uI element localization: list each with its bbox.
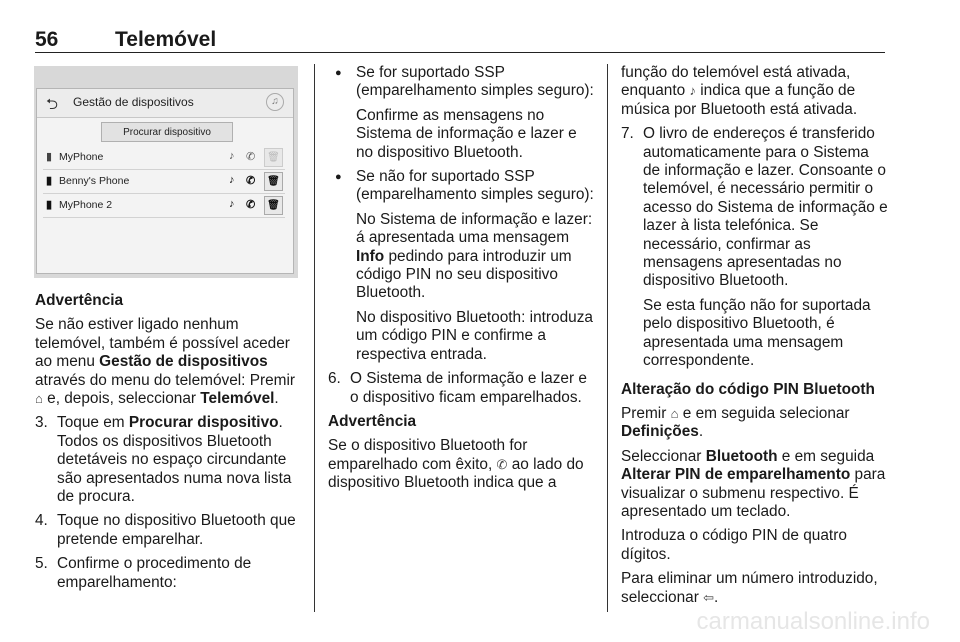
device-name: MyPhone 2	[59, 199, 113, 211]
watermark: carmanualsonline.info	[696, 608, 930, 635]
column-2	[328, 64, 596, 499]
device-name: Benny's Phone	[59, 175, 130, 187]
bullet-list	[328, 64, 596, 101]
bluetooth-music-icon: ♪	[229, 198, 235, 210]
column-1	[35, 292, 303, 598]
delete-icon[interactable]: 🗑	[264, 196, 283, 215]
phone-device-icon: ▮	[46, 151, 53, 163]
device-row[interactable]	[43, 195, 285, 218]
screen-header	[37, 89, 293, 118]
music-note-icon: ♪	[689, 83, 696, 99]
phone-icon: ✆	[246, 175, 256, 187]
note-title: Advertência	[328, 412, 417, 430]
list-item: 3. Toque em Procurar dispositivo. Todos os dispositivos Bluetooth detetáveis no espaço circundante são apresentados numa nova lista de procura.	[35, 414, 292, 506]
steps-list	[621, 125, 889, 291]
screen-title: Gestão de dispositivos	[73, 95, 194, 109]
paragraph: Seleccionar Bluetooth e em seguida Alterar PIN de emparelhamento para visualizar o submenu respectivo. É apresentado um teclado.	[621, 447, 886, 520]
page-number: 56	[35, 28, 59, 51]
sub-text: No Sistema de informação e lazer: á apresentada uma mensagem Info pedindo para introduzir um código PIN no seu dispositivo Bluetooth.	[356, 210, 593, 302]
continued-text: função do telemóvel está ativada, enquanto ♪ indica que a função de música por Bluetooth está ativada.	[621, 64, 858, 118]
note-title: Advertência	[35, 292, 124, 309]
backspace-icon: ⇦	[703, 589, 715, 605]
list-item: ● Se for suportado SSP (emparelhamento simples seguro):	[328, 64, 596, 101]
list-item: ● Se não for suportado SSP (emparelhamento simples seguro):	[328, 168, 596, 205]
phone-device-icon: ▮	[46, 175, 53, 187]
steps-list	[35, 414, 303, 592]
column-divider	[314, 64, 315, 612]
list-item: 7. O livro de endereços é transferido automaticamente para o Sistema de informação e lazer. Consoante o telemóvel, é necessário permitir o acesso do Sistema de informação e lazer à lista telefónica. Se necessário, confirmar as mensagens apresentadas no dispositivo Bluetooth.	[621, 125, 888, 290]
note-text: Se não estiver ligado nenhum telemóvel, também é possível aceder ao menu Gestão de dispositivos através do menu do telemóvel: Premir ⌂ e, depois, seleccionar Telemóvel.	[35, 316, 296, 408]
paragraph: Premir ⌂ e em seguida selecionar Definições.	[621, 404, 850, 441]
delete-icon[interactable]: 🗑	[264, 148, 283, 167]
music-note-icon[interactable]: ♫	[266, 93, 284, 111]
screen	[36, 88, 294, 274]
steps-list	[328, 370, 596, 407]
sub-text: Confirme as mensagens no Sistema de informação e lazer e no dispositivo Bluetooth.	[356, 106, 577, 161]
paragraph: Introduza o código PIN de quatro dígitos.	[621, 527, 847, 563]
device-management-screenshot	[34, 66, 298, 278]
search-device-button[interactable]: Procurar dispositivo	[101, 122, 233, 142]
sub-text: No dispositivo Bluetooth: introduza um código PIN e confirme a respectiva entrada.	[356, 308, 593, 363]
delete-icon[interactable]: 🗑	[264, 172, 283, 191]
bullet-list	[328, 168, 596, 205]
back-arrow-icon[interactable]: ⮌	[46, 96, 59, 113]
phone-icon: ✆	[246, 199, 256, 211]
column-divider	[607, 64, 608, 612]
note-text: Se o dispositivo Bluetooth for emparelhado com êxito, ✆ ao lado do dispositivo Bluetooth indica que a	[328, 437, 584, 492]
section-title: Alteração do código PIN Bluetooth	[621, 380, 875, 398]
phone-device-icon: ▮	[46, 199, 53, 211]
bluetooth-music-icon: ♪	[229, 174, 235, 186]
device-name: MyPhone	[59, 151, 104, 163]
bluetooth-music-icon: ♪	[229, 150, 235, 162]
column-3	[621, 64, 889, 613]
phone-icon: ✆	[246, 151, 256, 163]
home-icon: ⌂	[35, 391, 43, 407]
home-icon: ⌂	[670, 405, 679, 421]
page-title: Telemóvel	[115, 28, 217, 51]
phone-icon: ✆	[496, 456, 508, 472]
list-item: 6. O Sistema de informação e lazer e o dispositivo ficam emparelhados.	[328, 370, 587, 406]
header-rule	[35, 52, 885, 53]
list-item: 4. Toque no dispositivo Bluetooth que pretende emparelhar.	[35, 512, 296, 548]
sub-text: Se esta função não for suportada pelo dispositivo Bluetooth, é apresentada uma mensagem correspondente.	[643, 296, 871, 370]
list-item: 5. Confirme o procedimento de emparelhamento:	[35, 555, 252, 591]
device-row[interactable]	[43, 171, 285, 194]
paragraph: Para eliminar um número introduzido, seleccionar ⇦.	[621, 570, 878, 606]
device-row[interactable]	[43, 147, 285, 170]
